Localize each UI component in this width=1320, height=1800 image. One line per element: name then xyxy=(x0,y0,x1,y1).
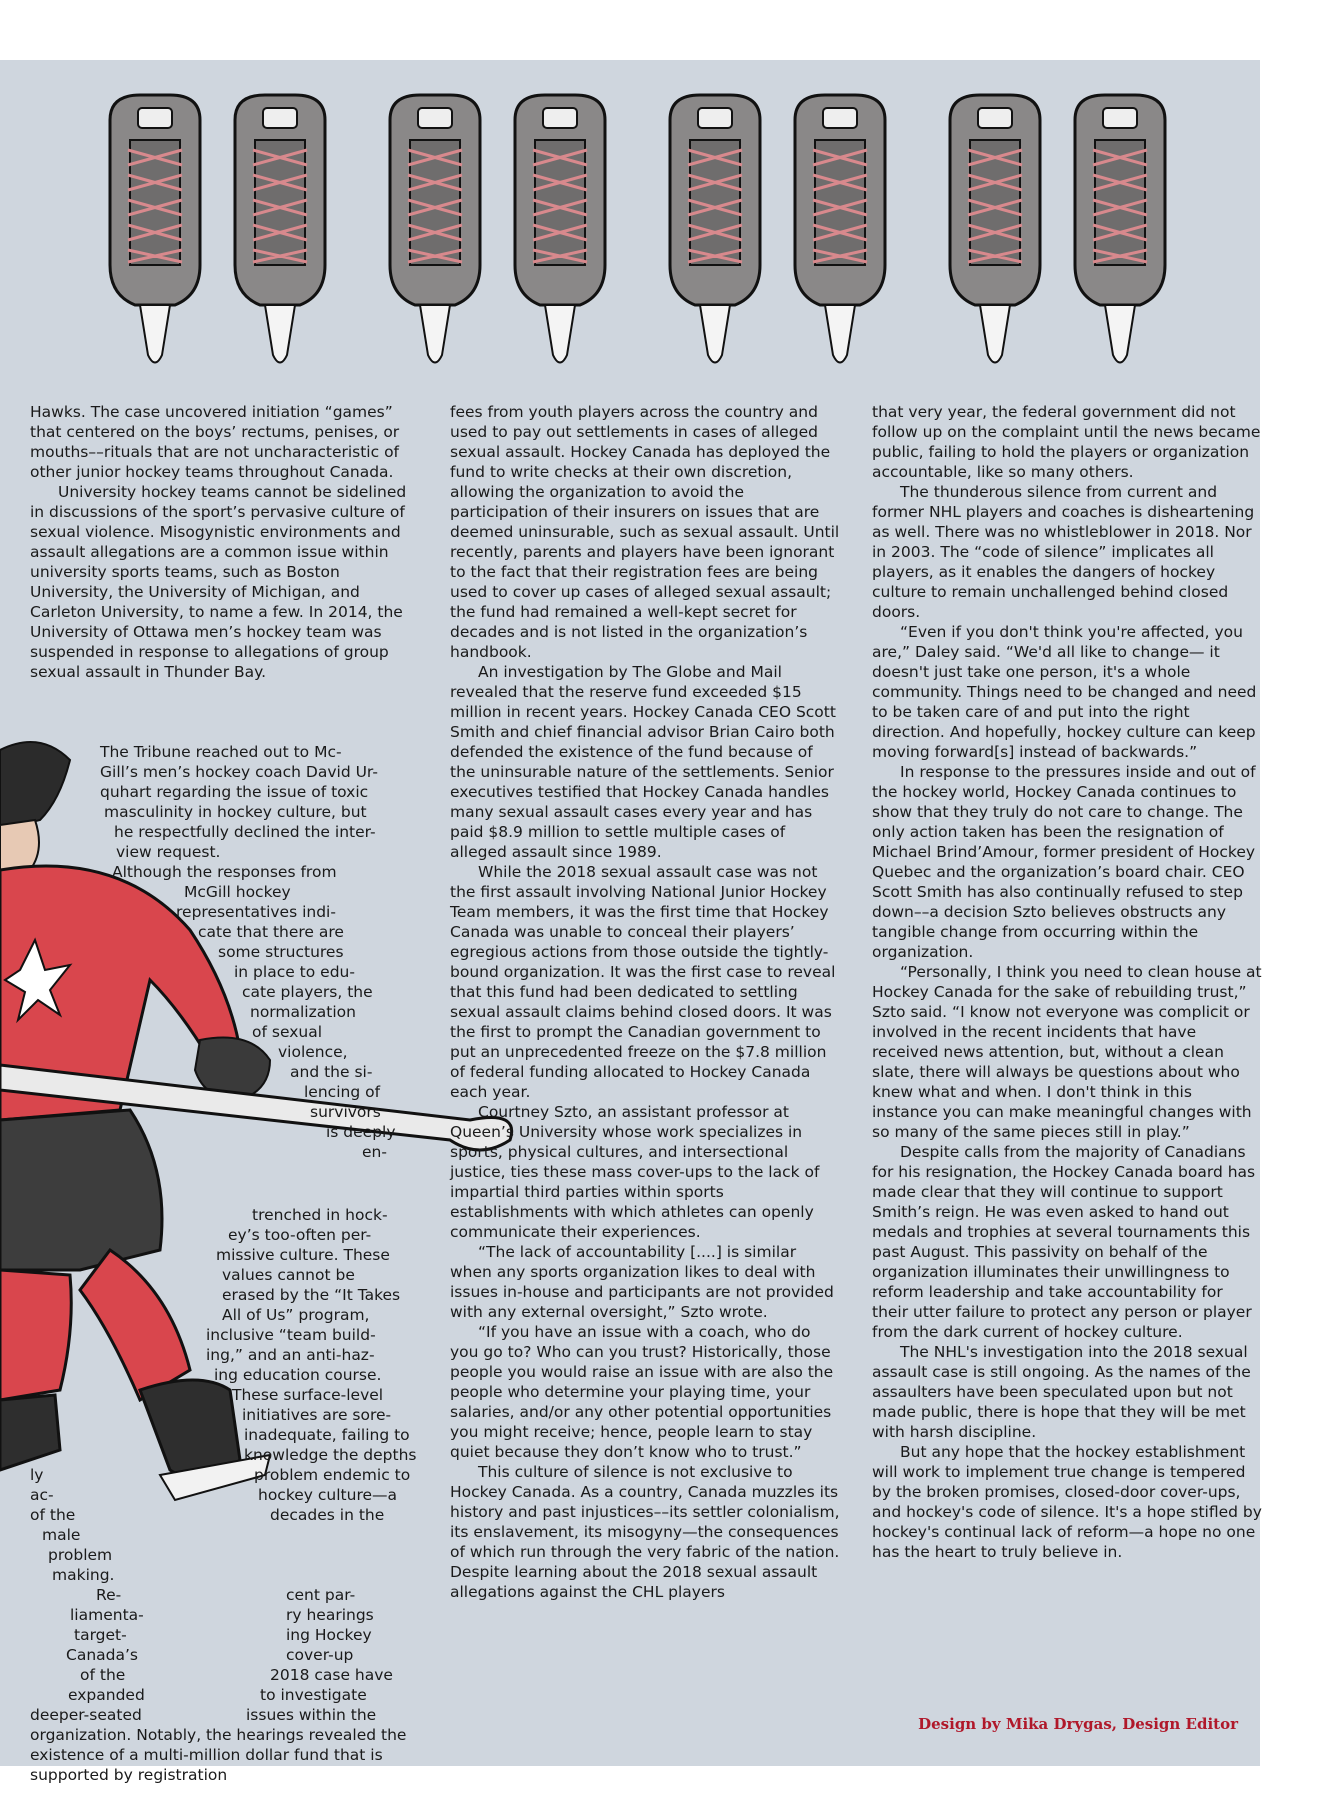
split-line-right: to investigate xyxy=(260,1686,367,1704)
split-line xyxy=(30,1665,430,1685)
split-line-left: Re- xyxy=(96,1586,122,1604)
paragraph: The thunderous silence from current and former NHL players and coaches is disheartening as well. There was no whistleblower in 2018. Nor in 2003. The “code of silence” implicates all players, as it enables the dangers of hockey culture to remain unchallenged behind closed doors. xyxy=(872,483,1255,621)
paragraph: Hawks. The case uncovered initiation “games” that centered on the boys’ rectums, penises, or mouths––rituals that are not uncharacteristic of other junior hockey teams throughout Canada. xyxy=(30,403,400,481)
split-line-left: of the xyxy=(30,1506,76,1524)
split-line-right: 2018 case have xyxy=(270,1666,393,1684)
wrapped-line: he respectfully declined the inter- xyxy=(114,823,376,841)
wrapped-line: All of Us” program, xyxy=(222,1306,370,1324)
wrapped-line: and the si- xyxy=(290,1063,373,1081)
split-line-right: cover-up xyxy=(286,1646,354,1664)
split-line-left: problem xyxy=(48,1546,113,1564)
split-line xyxy=(30,1645,430,1665)
paragraph: University hockey teams cannot be sidelined in discussions of the sport’s pervasive culture of sexual violence. Misogynistic environments and assault allegations are a common issue within university sports teams, such as Boston University, the University of Michigan, and Carleton University, to name a few. In 2014, the University of Ottawa men’s hockey team was suspended in response to allegations of group sexual assault in Thunder Bay. xyxy=(30,483,407,681)
paragraph: Despite calls from the majority of Canadians for his resignation, the Hockey Canada board has made clear that they will continue to support Smith’s reign. He was even asked to hand out medals and trophies at several tournaments this past August. This passivity on behalf of the organization illuminates their unwillingness to reform leadership and take accountability for their utter failure to protect any person or player from the dark current of hockey culture. xyxy=(872,1143,1256,1341)
wrapped-line: values cannot be xyxy=(222,1266,355,1284)
paragraph: “The lack of accountability [....] is similar when any sports organization likes to deal with issues in-house and participants are not provided with any external oversight,” Szto wrote. xyxy=(450,1243,834,1321)
wrapped-line: hockey culture—a xyxy=(258,1486,398,1504)
paragraph: that very year, the federal government did not follow up on the complaint until the news became public, failing to hold the players or organization accountable, like so many others. xyxy=(872,403,1261,481)
wrapped-line: inclusive “team build- xyxy=(206,1326,376,1344)
column-3 xyxy=(872,402,1262,1562)
paragraph: The NHL's investigation into the 2018 sexual assault case is still ongoing. As the names of the assaulters have been speculated upon but not made public, there is hope that they will be met with harsh discipline. xyxy=(872,1343,1251,1441)
wrapped-line: decades in the xyxy=(270,1506,385,1524)
wrapped-line: representatives indi- xyxy=(176,903,336,921)
paragraph: While the 2018 sexual assault case was not the first assault involving National Junior Hockey Team members, it was the first time that Hockey Canada was unable to conceal their players’ egregious actions from those outside the tightly-bound organization. It was the first case to reveal that this fund had been dedicated to settling sexual assault claims behind closed doors. It was the first to prompt the Canadian government to put an unprecedented freeze on the $7.8 million of federal funding allocated to Hockey Canada each year. xyxy=(450,863,836,1101)
split-line-left: Canada’s xyxy=(66,1646,138,1664)
wrapped-line: lencing of xyxy=(304,1083,381,1101)
split-line xyxy=(30,1565,430,1585)
split-line-right: cent par- xyxy=(286,1586,356,1604)
split-line-left: of the xyxy=(80,1666,126,1684)
wrapped-line: McGill hockey xyxy=(184,883,291,901)
wrapped-line: initiatives are sore- xyxy=(242,1406,392,1424)
split-line-left: male xyxy=(42,1526,81,1544)
paragraph: Courtney Szto, an assistant professor at Queen’s University whose work specializes in sports, physical cultures, and intersectional justice, ties these mass cover-ups to the lack of impartial third parties within sports establishments with which athletes can openly communicate their experiences. xyxy=(450,1103,820,1241)
wrapped-line: inadequate, failing to xyxy=(244,1426,410,1444)
paragraph: In response to the pressures inside and out of the hockey world, Hockey Canada continues to show that they truly do not care to change. The only action taken has been the resignation of Michael Brind’Amour, former president of Hockey Quebec and the organization’s board chair. CEO Scott Smith has also continually refused to step down––a decision Szto believes obstructs any tangible change from occurring within the organization. xyxy=(872,763,1256,961)
split-line xyxy=(30,1685,430,1705)
split-line-left: ac- xyxy=(30,1486,54,1504)
split-line xyxy=(30,1605,430,1625)
paragraph: fees from youth players across the country and used to pay out settlements in cases of alleged sexual assault. Hockey Canada has deployed the fund to write checks at their own discretion, allowing the organization to avoid the participation of their insurers on issues that are deemed uninsurable, such as sexual assault. Until recently, parents and players have been ignorant to the fact that their registration fees are being used to cover up cases of alleged sexual assault; the fund had remained a well-kept secret for decades and is not listed in the organization’s handbook. xyxy=(450,403,840,661)
column-1-split-lines xyxy=(30,1465,430,1725)
wrapped-line: Although the responses from xyxy=(112,863,337,881)
wrapped-line: masculinity in hockey culture, but xyxy=(104,803,367,821)
column-1 xyxy=(30,402,425,682)
wrapped-line: in place to edu- xyxy=(234,963,355,981)
paragraph: organization. Notably, the hearings revealed the existence of a multi-million dollar fund that is supported by registration xyxy=(30,1726,407,1784)
split-line xyxy=(30,1485,430,1505)
split-line-right: issues within the xyxy=(246,1706,377,1724)
split-line xyxy=(30,1545,430,1565)
wrapped-line: problem endemic to xyxy=(254,1466,411,1484)
wrapped-line: view request. xyxy=(116,843,221,861)
split-line-left: ly xyxy=(30,1466,44,1484)
design-credit: Design by Mika Drygas, Design Editor xyxy=(918,1715,1238,1733)
split-line xyxy=(30,1465,430,1485)
wrapped-line: missive culture. These xyxy=(216,1246,390,1264)
wrapped-line: erased by the “It Takes xyxy=(222,1286,401,1304)
split-line xyxy=(30,1525,430,1545)
split-line xyxy=(30,1585,430,1605)
column-1-wrapped-text xyxy=(100,742,430,1162)
paragraph: “If you have an issue with a coach, who do you go to? Who can you trust? Historically, those people you would raise an issue with are also the people who determine your playing time, your salaries, and/or any other potential opportunities you might receive; hence, people learn to stay quiet because they don’t know who to trust.” xyxy=(450,1323,834,1461)
column-2 xyxy=(450,402,840,1602)
wrapped-line: cate that there are xyxy=(198,923,344,941)
paragraph: This culture of silence is not exclusive to Hockey Canada. As a country, Canada muzzles its history and past injustices––its settler colonialism, its enslavement, its misogyny—the consequences of which run through the very fabric of the nation. Despite learning about the 2018 sexual assault allegations against the CHL players xyxy=(450,1463,840,1601)
wrapped-line: ey’s too-often per- xyxy=(228,1226,372,1244)
wrapped-line: quhart regarding the issue of toxic xyxy=(100,783,369,801)
wrapped-line: survivors xyxy=(310,1103,381,1121)
wrapped-line: en- xyxy=(362,1143,387,1161)
split-line-left: target- xyxy=(74,1626,127,1644)
skates-illustration xyxy=(0,60,1260,390)
split-line-left: making. xyxy=(52,1566,115,1584)
wrapped-line: violence, xyxy=(278,1043,348,1061)
wrapped-line: ing,” and an anti-haz- xyxy=(206,1346,375,1364)
split-line-left: deeper-seated xyxy=(30,1706,142,1724)
paragraph: An investigation by The Globe and Mail revealed that the reserve fund exceeded $15 million in recent years. Hockey Canada CEO Scott Smith and chief financial advisor Brian Cairo both defended the existence of the fund because of the uninsurable nature of the settlements. Senior executives testified that Hockey Canada handles many sexual assault cases every year and has paid $8.9 million to settle multiple cases of alleged assault since 1989. xyxy=(450,663,836,861)
wrapped-line: of sexual xyxy=(252,1023,323,1041)
wrapped-line: normalization xyxy=(250,1003,356,1021)
wrapped-line: ing education course. xyxy=(214,1366,382,1384)
paragraph: “Personally, I think you need to clean house at Hockey Canada for the sake of rebuilding trust,” Szto said. “I know not everyone was complicit or involved in the recent incidents that have received news attention, but, without a clean slate, there will always be questions about who knew what and when. I don't think in this instance you can make meaningful changes with so many of the same pieces still in play.” xyxy=(872,963,1262,1141)
paragraph: “Even if you don't think you're affected, you are,” Daley said. “We'd all like to change— it doesn't just take one person, it's a whole community. Things need to be changed and need to be taken care of and put into the right direction. And hopefully, hockey culture can keep moving forward[s] instead of backwards.” xyxy=(872,623,1257,761)
column-1-footer xyxy=(30,1725,430,1785)
wrapped-line: is deeply xyxy=(326,1123,396,1141)
wrapped-line: knowledge the depths xyxy=(244,1446,417,1464)
split-line-left: liamenta- xyxy=(70,1606,144,1624)
split-line xyxy=(30,1505,430,1525)
wrapped-line: some structures xyxy=(218,943,344,961)
split-line xyxy=(30,1705,430,1725)
wrapped-line: trenched in hock- xyxy=(252,1206,388,1224)
wrapped-line: The Tribune reached out to Mc- xyxy=(100,743,342,761)
split-line-left: expanded xyxy=(68,1686,145,1704)
split-line-right: ry hearings xyxy=(286,1606,374,1624)
article-panel xyxy=(0,60,1262,1784)
split-line-right: ing Hockey xyxy=(286,1626,372,1644)
paragraph: But any hope that the hockey establishment will work to implement true change is tempered by the broken promises, closed-door cover-ups, and hockey's code of silence. It's a hope stifled by hockey's continual lack of reform—a hope no one has the heart to truly believe in. xyxy=(872,1443,1262,1561)
wrapped-line: These surface-level xyxy=(232,1386,384,1404)
split-line xyxy=(30,1625,430,1645)
wrapped-line: Gill’s men’s hockey coach David Ur- xyxy=(100,763,378,781)
wrapped-line: cate players, the xyxy=(242,983,373,1001)
